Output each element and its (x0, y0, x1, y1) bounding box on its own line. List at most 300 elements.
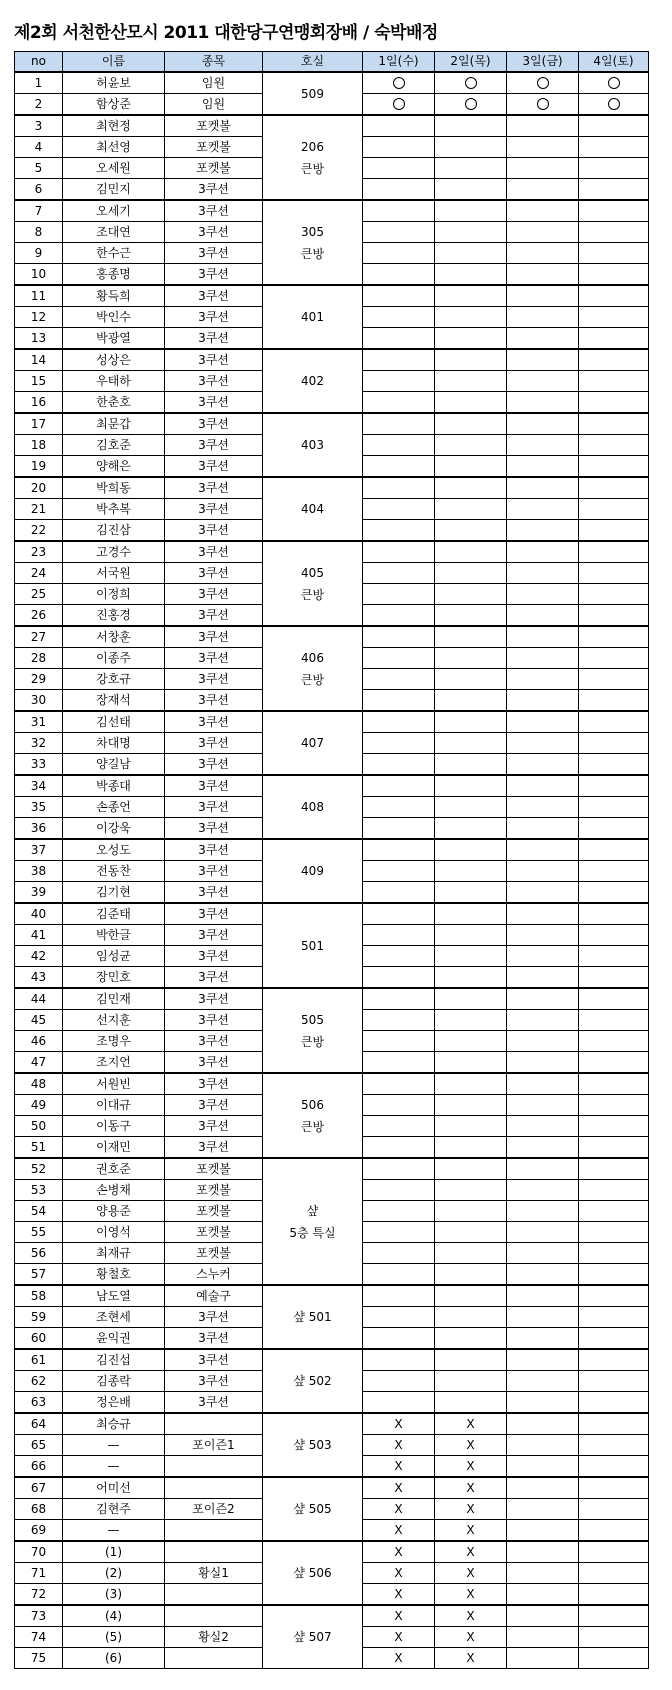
day4-cell (579, 1010, 649, 1031)
row-event: 포켓볼 (165, 1222, 263, 1243)
row-no: 36 (15, 818, 63, 840)
day4-cell (579, 648, 649, 669)
header-row (15, 52, 649, 73)
day1-cell (363, 264, 435, 286)
x-mark: X (466, 1416, 475, 1431)
day3-cell (507, 200, 579, 222)
day3-cell (507, 179, 579, 201)
row-no: 48 (15, 1073, 63, 1095)
x-mark: X (466, 1544, 475, 1559)
day3-cell (507, 1456, 579, 1478)
day1-cell (363, 690, 435, 712)
day2-cell (435, 1201, 507, 1222)
row-no: 37 (15, 839, 63, 861)
day1-cell (363, 435, 435, 456)
day4-cell (579, 1520, 649, 1542)
room-label: 506 (301, 1097, 324, 1112)
day2-cell (435, 584, 507, 605)
day2-cell (435, 1349, 507, 1371)
day4-cell (579, 541, 649, 563)
day2-cell (435, 861, 507, 882)
row-name: 김선태 (63, 711, 165, 733)
row-name: 박인수 (63, 307, 165, 328)
row-event: 3쿠션 (165, 1307, 263, 1328)
room-cell (263, 1285, 363, 1349)
day4-cell (579, 605, 649, 627)
circle-icon (393, 77, 405, 89)
row-event: 3쿠션 (165, 349, 263, 371)
table-row (15, 541, 649, 563)
row-name: 성상은 (63, 349, 165, 371)
day4-cell (579, 988, 649, 1010)
day1-cell (363, 733, 435, 754)
day2-cell (435, 1541, 507, 1563)
row-no: 42 (15, 946, 63, 967)
row-event (165, 1520, 263, 1542)
row-name: 권호준 (63, 1158, 165, 1180)
day2-cell (435, 626, 507, 648)
room-label: 509 (301, 86, 324, 101)
table-row (15, 413, 649, 435)
day2-cell (435, 1052, 507, 1074)
day4-cell (579, 1095, 649, 1116)
day4-cell (579, 584, 649, 605)
room-label: 큰방 (300, 246, 325, 261)
row-no: 13 (15, 328, 63, 350)
day4-cell (579, 818, 649, 840)
row-event: 3쿠션 (165, 584, 263, 605)
row-name: 허윤보 (63, 72, 165, 94)
day1-cell (363, 1328, 435, 1350)
row-name: 이대규 (63, 1095, 165, 1116)
day4-cell (579, 371, 649, 392)
row-event: 3쿠션 (165, 1010, 263, 1031)
row-no: 57 (15, 1264, 63, 1286)
row-event: 3쿠션 (165, 520, 263, 542)
row-event: 3쿠션 (165, 1371, 263, 1392)
row-event: 3쿠션 (165, 307, 263, 328)
circle-icon (608, 98, 620, 110)
row-no: 45 (15, 1010, 63, 1031)
row-name: 김기현 (63, 882, 165, 904)
row-no: 75 (15, 1648, 63, 1669)
room-label: 샾 (306, 1203, 319, 1218)
row-no: 31 (15, 711, 63, 733)
circle-icon (608, 77, 620, 89)
room-cell (263, 477, 363, 541)
row-name: 차대명 (63, 733, 165, 754)
row-no: 33 (15, 754, 63, 776)
day1-cell (363, 1010, 435, 1031)
row-event (165, 1584, 263, 1606)
day4-cell (579, 563, 649, 584)
day2-cell (435, 72, 507, 94)
day1-cell (363, 520, 435, 542)
day3-cell (507, 1307, 579, 1328)
day2-cell (435, 711, 507, 733)
room-label: 샾 505 (293, 1502, 332, 1516)
day2-cell (435, 1222, 507, 1243)
x-mark: X (394, 1608, 403, 1623)
row-name: 손병채 (63, 1180, 165, 1201)
row-no: 61 (15, 1349, 63, 1371)
day2-cell (435, 1307, 507, 1328)
day2-cell (435, 563, 507, 584)
row-event: 임원 (165, 94, 263, 116)
day3-cell (507, 115, 579, 137)
day1-cell (363, 1584, 435, 1606)
row-name: (3) (63, 1584, 165, 1606)
row-event: 3쿠션 (165, 1392, 263, 1414)
row-event (165, 1541, 263, 1563)
day2-cell (435, 456, 507, 478)
row-no: 60 (15, 1328, 63, 1350)
room-cell (263, 839, 363, 903)
day2-cell (435, 1285, 507, 1307)
day2-cell (435, 328, 507, 350)
row-name: 최문갑 (63, 413, 165, 435)
table-row (15, 1073, 649, 1095)
row-event: 3쿠션 (165, 1349, 263, 1371)
day2-cell (435, 797, 507, 818)
day2-cell (435, 392, 507, 414)
circle-icon (537, 77, 549, 89)
row-event: 포이즌1 (165, 1435, 263, 1456)
day3-cell (507, 158, 579, 179)
day2-cell (435, 754, 507, 776)
table-row (15, 1349, 649, 1371)
day4-cell (579, 200, 649, 222)
day1-cell (363, 307, 435, 328)
day1-cell (363, 1627, 435, 1648)
row-event: 3쿠션 (165, 264, 263, 286)
day1-cell (363, 115, 435, 137)
x-mark: X (394, 1544, 403, 1559)
row-no: 49 (15, 1095, 63, 1116)
header-day4: 4일(토) (579, 52, 649, 73)
day2-cell (435, 179, 507, 201)
row-event: 3쿠션 (165, 285, 263, 307)
row-no: 43 (15, 967, 63, 989)
day1-cell (363, 1392, 435, 1414)
day3-cell (507, 563, 579, 584)
day1-cell (363, 371, 435, 392)
day1-cell (363, 413, 435, 435)
day1-cell (363, 1180, 435, 1201)
row-name: 박광열 (63, 328, 165, 350)
day4-cell (579, 1328, 649, 1350)
row-no: 73 (15, 1605, 63, 1627)
x-mark: X (394, 1458, 403, 1473)
room-label: 큰방 (300, 161, 325, 176)
day2-cell (435, 903, 507, 925)
day1-cell (363, 1605, 435, 1627)
day1-cell (363, 1413, 435, 1435)
day2-cell (435, 264, 507, 286)
day3-cell (507, 1520, 579, 1542)
day3-cell (507, 541, 579, 563)
row-no: 14 (15, 349, 63, 371)
day2-cell (435, 1563, 507, 1584)
day1-cell (363, 72, 435, 94)
row-no: 16 (15, 392, 63, 414)
day3-cell (507, 1563, 579, 1584)
row-no: 41 (15, 925, 63, 946)
day1-cell (363, 1371, 435, 1392)
day2-cell (435, 1456, 507, 1478)
row-name: 장재석 (63, 690, 165, 712)
row-name: 윤익권 (63, 1328, 165, 1350)
row-name: 최승규 (63, 1413, 165, 1435)
row-event: 3쿠션 (165, 733, 263, 754)
day3-cell (507, 946, 579, 967)
room-cell (263, 626, 363, 711)
day2-cell (435, 1584, 507, 1606)
day2-cell (435, 1095, 507, 1116)
room-cell (263, 72, 363, 115)
row-no: 72 (15, 1584, 63, 1606)
row-event: 3쿠션 (165, 1073, 263, 1095)
row-name: 조현세 (63, 1307, 165, 1328)
day2-cell (435, 988, 507, 1010)
day4-cell (579, 477, 649, 499)
day3-cell (507, 648, 579, 669)
x-mark: X (466, 1437, 475, 1452)
room-cell (263, 1349, 363, 1413)
row-no: 67 (15, 1477, 63, 1499)
day4-cell (579, 349, 649, 371)
day1-cell (363, 1243, 435, 1264)
row-no: 24 (15, 563, 63, 584)
row-event: 3쿠션 (165, 988, 263, 1010)
x-mark: X (466, 1458, 475, 1473)
row-name: 김민재 (63, 988, 165, 1010)
day2-cell (435, 477, 507, 499)
row-name: 김민지 (63, 179, 165, 201)
day3-cell (507, 285, 579, 307)
day1-cell (363, 1137, 435, 1159)
row-no: 32 (15, 733, 63, 754)
day4-cell (579, 967, 649, 989)
row-name: 이동구 (63, 1116, 165, 1137)
day3-cell (507, 988, 579, 1010)
day1-cell (363, 1201, 435, 1222)
day3-cell (507, 456, 579, 478)
row-name: 진홍경 (63, 605, 165, 627)
day3-cell (507, 264, 579, 286)
row-event: 포이즌2 (165, 1499, 263, 1520)
day4-cell (579, 243, 649, 264)
circle-icon (393, 98, 405, 110)
day4-cell (579, 413, 649, 435)
row-event: 3쿠션 (165, 626, 263, 648)
row-no: 10 (15, 264, 63, 286)
row-name: 최현정 (63, 115, 165, 137)
x-mark: X (466, 1586, 475, 1601)
day1-cell (363, 1285, 435, 1307)
header-day2: 2일(목) (435, 52, 507, 73)
row-name: (6) (63, 1648, 165, 1669)
day4-cell (579, 1285, 649, 1307)
room-label: 402 (301, 374, 324, 388)
row-name: 조명우 (63, 1031, 165, 1052)
day4-cell (579, 1541, 649, 1563)
row-no: 44 (15, 988, 63, 1010)
row-no: 58 (15, 1285, 63, 1307)
row-name: 이정희 (63, 584, 165, 605)
day4-cell (579, 1243, 649, 1264)
row-name: 임성균 (63, 946, 165, 967)
table-row (15, 200, 649, 222)
room-label: 505 (301, 1012, 324, 1027)
day2-cell (435, 137, 507, 158)
row-event: 3쿠션 (165, 605, 263, 627)
day4-cell (579, 669, 649, 690)
room-label: 큰방 (300, 1034, 325, 1049)
room-label: 406 (301, 650, 324, 665)
table-row (15, 988, 649, 1010)
table-row (15, 1605, 649, 1627)
day4-cell (579, 882, 649, 904)
table-body (15, 72, 649, 1669)
row-no: 56 (15, 1243, 63, 1264)
day3-cell (507, 861, 579, 882)
row-no: 47 (15, 1052, 63, 1074)
day3-cell (507, 605, 579, 627)
row-name: 함상준 (63, 94, 165, 116)
row-event: 포켓볼 (165, 137, 263, 158)
row-no: 65 (15, 1435, 63, 1456)
day3-cell (507, 797, 579, 818)
day1-cell (363, 349, 435, 371)
day4-cell (579, 1307, 649, 1328)
day3-cell (507, 584, 579, 605)
row-no: 51 (15, 1137, 63, 1159)
room-cell (263, 200, 363, 285)
header-room: 호실 (263, 52, 363, 73)
row-name: 어미선 (63, 1477, 165, 1499)
day3-cell (507, 711, 579, 733)
row-event: 3쿠션 (165, 861, 263, 882)
row-no: 28 (15, 648, 63, 669)
row-name: 박한글 (63, 925, 165, 946)
room-label: 501 (301, 938, 324, 953)
row-no: 30 (15, 690, 63, 712)
day1-cell (363, 563, 435, 584)
day4-cell (579, 1435, 649, 1456)
row-event: 3쿠션 (165, 1031, 263, 1052)
row-event: 3쿠션 (165, 328, 263, 350)
day3-cell (507, 1052, 579, 1074)
day3-cell (507, 1137, 579, 1159)
day4-cell (579, 1605, 649, 1627)
day3-cell (507, 1285, 579, 1307)
day3-cell (507, 925, 579, 946)
table-row (15, 1541, 649, 1563)
x-mark: X (394, 1629, 403, 1644)
day2-cell (435, 94, 507, 116)
day2-cell (435, 1413, 507, 1435)
x-mark: X (394, 1437, 403, 1452)
row-no: 4 (15, 137, 63, 158)
day2-cell (435, 1328, 507, 1350)
row-name: — (63, 1520, 165, 1542)
header-event: 종목 (165, 52, 263, 73)
day4-cell (579, 754, 649, 776)
day3-cell (507, 754, 579, 776)
day1-cell (363, 775, 435, 797)
row-name: 한수근 (63, 243, 165, 264)
day1-cell (363, 1563, 435, 1584)
row-event: 포켓볼 (165, 1158, 263, 1180)
row-no: 35 (15, 797, 63, 818)
row-no: 18 (15, 435, 63, 456)
day4-cell (579, 1201, 649, 1222)
table-row (15, 1158, 649, 1180)
room-label: 5층 특실 (289, 1225, 336, 1240)
row-event: 3쿠션 (165, 541, 263, 563)
row-no: 74 (15, 1627, 63, 1648)
row-event: 임원 (165, 72, 263, 94)
room-label: 샾 501 (293, 1310, 332, 1324)
day2-cell (435, 925, 507, 946)
row-no: 3 (15, 115, 63, 137)
day3-cell (507, 1584, 579, 1606)
room-label: 403 (301, 438, 324, 452)
row-name: 선지훈 (63, 1010, 165, 1031)
table-row (15, 775, 649, 797)
day1-cell (363, 626, 435, 648)
day2-cell (435, 435, 507, 456)
row-event (165, 1413, 263, 1435)
day3-cell (507, 413, 579, 435)
day4-cell (579, 946, 649, 967)
row-no: 25 (15, 584, 63, 605)
x-mark: X (466, 1608, 475, 1623)
table-row (15, 115, 649, 137)
day1-cell (363, 94, 435, 116)
row-name: 김준태 (63, 903, 165, 925)
room-cell (263, 903, 363, 988)
day4-cell (579, 1222, 649, 1243)
x-mark: X (466, 1565, 475, 1580)
day4-cell (579, 1499, 649, 1520)
day1-cell (363, 1349, 435, 1371)
day2-cell (435, 1264, 507, 1286)
day2-cell (435, 1243, 507, 1264)
row-name: 남도열 (63, 1285, 165, 1307)
day1-cell (363, 584, 435, 605)
row-name: 최재규 (63, 1243, 165, 1264)
row-event: 3쿠션 (165, 243, 263, 264)
row-name: 박추복 (63, 499, 165, 520)
room-label: 샾 502 (293, 1374, 332, 1388)
day2-cell (435, 818, 507, 840)
day4-cell (579, 1477, 649, 1499)
row-name: 이강욱 (63, 818, 165, 840)
day3-cell (507, 371, 579, 392)
table-row (15, 285, 649, 307)
day1-cell (363, 946, 435, 967)
day3-cell (507, 1371, 579, 1392)
row-no: 7 (15, 200, 63, 222)
row-no: 23 (15, 541, 63, 563)
day3-cell (507, 1499, 579, 1520)
day3-cell (507, 1158, 579, 1180)
row-event: 3쿠션 (165, 818, 263, 840)
x-mark: X (466, 1629, 475, 1644)
row-no: 34 (15, 775, 63, 797)
